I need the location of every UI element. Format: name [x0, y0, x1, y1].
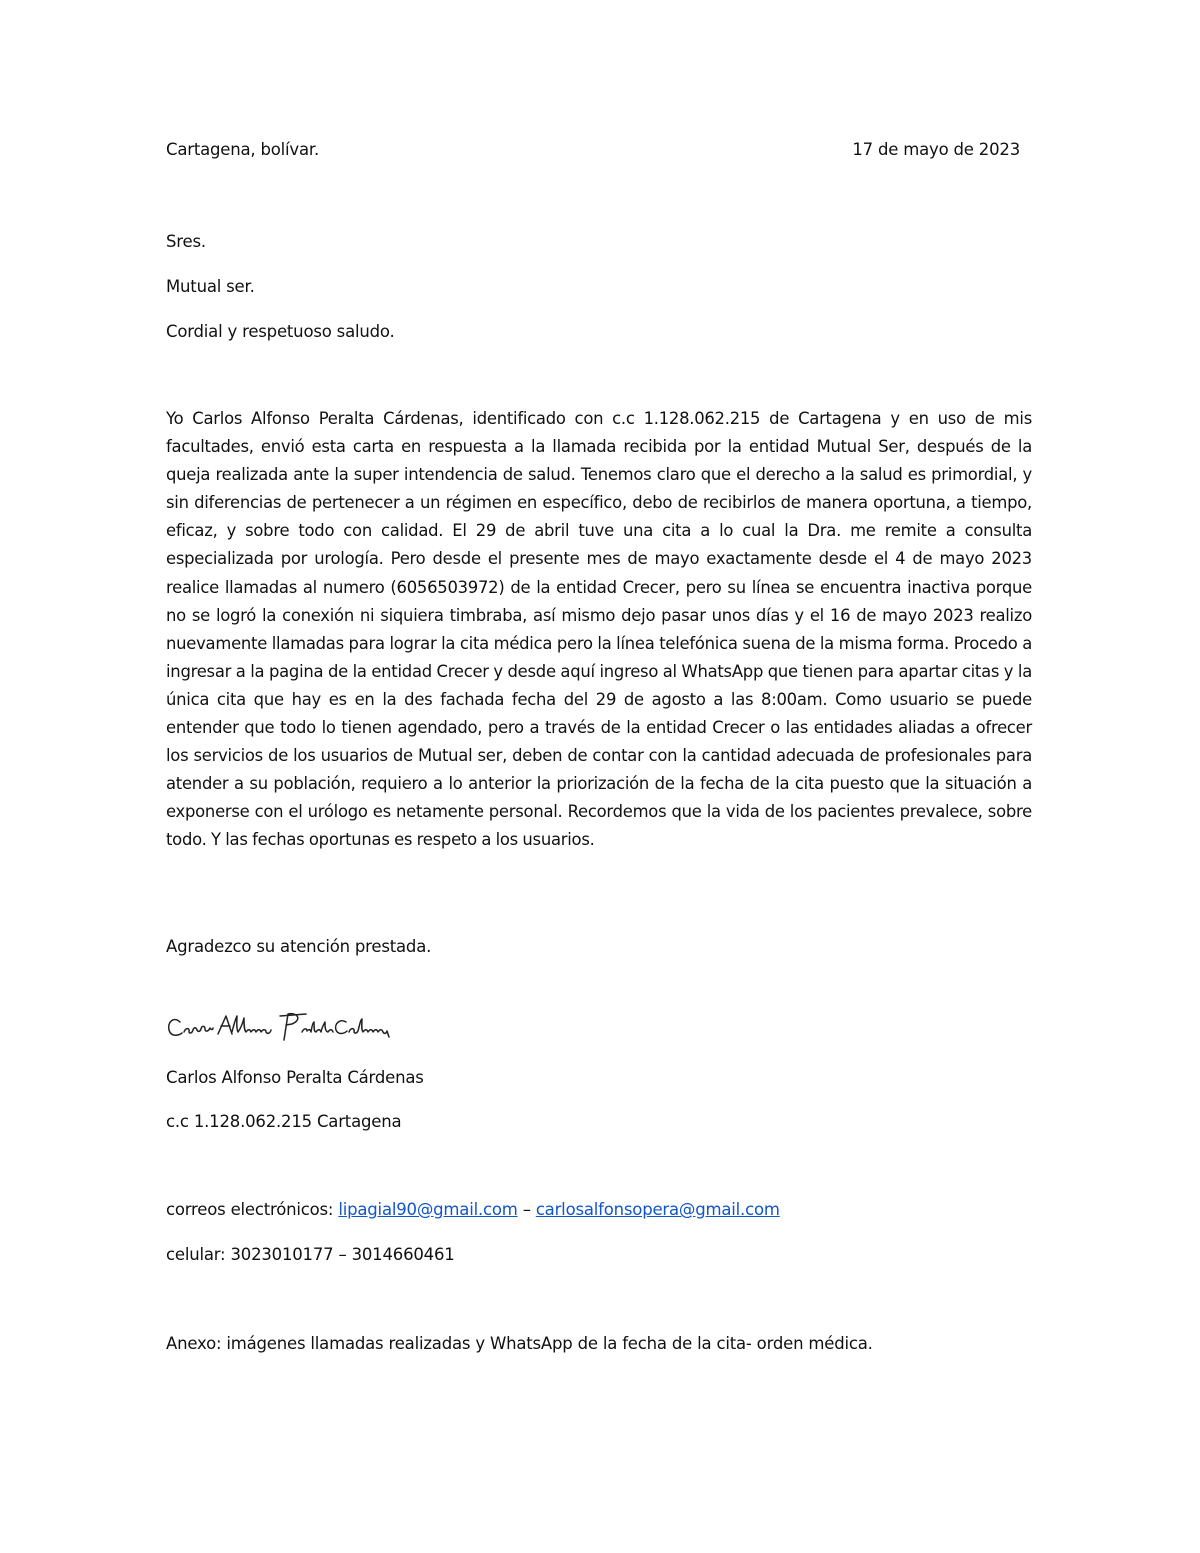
emails-line — [166, 1198, 780, 1222]
signer-id: c.c 1.128.062.215 Cartagena — [166, 1112, 402, 1131]
place-line: Cartagena, bolívar. — [166, 140, 320, 159]
annex-line: Anexo: imágenes llamadas realizadas y WhatsApp de la fecha de la cita- orden médica. — [166, 1334, 873, 1353]
date-line: 17 de mayo de 2023 — [852, 140, 1020, 159]
phone-line — [166, 1243, 455, 1267]
phone-label: celular: — [166, 1245, 226, 1264]
phone-numbers: 3023010177 – 3014660461 — [230, 1245, 455, 1264]
email-link-2[interactable]: carlosalfonsopera@gmail.com — [535, 1200, 780, 1219]
email-link-1[interactable]: lipagial90@gmail.com — [338, 1200, 518, 1219]
handwritten-signature — [166, 1008, 406, 1052]
emails-label: correos electrónicos: — [166, 1200, 334, 1219]
closing-line: Agradezco su atención prestada. — [166, 937, 432, 956]
letter-body: Yo Carlos Alfonso Peralta Cárdenas, identificado con c.c 1.128.062.215 de Cartagena y en uso de mis facultades, envió esta carta en respuesta a la llamada recibida por la entidad Mutual Ser, después de la queja realizada ante la super intendencia de salud. Tenemos claro que el derecho a la salud es primordial, y sin diferencias de pertenecer a un régimen en específico, debo de recibirlos de manera oportuna, a tiempo, eficaz, y sobre todo con calidad. El 29 de abril tuve una cita a lo cual la Dra. me remite a consulta especializada por urología. Pero desde el presente mes de mayo exactamente desde el 4 de mayo 2023 realice llamadas al numero (6056503972) de la entidad Crecer, pero su línea se encuentra inactiva porque no se logró la conexión ni siquiera timbraba, así mismo dejo pasar unos días y el 16 de mayo 2023 realizo nuevamente llamadas para lograr la cita médica pero la línea telefónica suena de la misma forma. Procedo a ingresar a la pagina de la entidad Crecer y desde aquí ingreso al WhatsApp que tienen para apartar citas y la única cita que hay es en la des fachada fecha del 29 de agosto a las 8:00am. Como usuario se puede entender que todo lo tienen agendado, pero a través de la entidad Crecer o las entidades aliadas a ofrecer los servicios de los usuarios de Mutual ser, deben de contar con la cantidad adecuada de profesionales para atender a su población, requiero a lo anterior la priorización de la fecha de la cita puesto que la situación a exponerse con el urólogo es netamente personal. Recordemos que la vida de los pacientes prevalece, sobre todo. Y las fechas oportunas es respeto a los usuarios. — [166, 409, 1032, 850]
salutation: Cordial y respetuoso saludo. — [166, 322, 395, 341]
signer-name: Carlos Alfonso Peralta Cárdenas — [166, 1068, 424, 1087]
email-separator: – — [522, 1200, 531, 1219]
recipient-title: Sres. — [166, 232, 206, 251]
letter-header — [166, 140, 1020, 166]
recipient-entity: Mutual ser. — [166, 277, 255, 296]
